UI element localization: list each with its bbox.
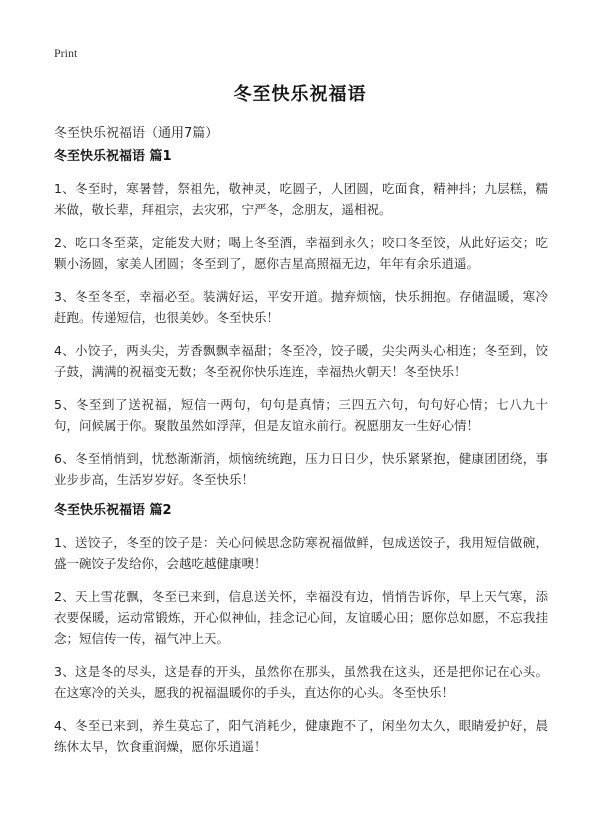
document-subtitle: 冬至快乐祝福语（通用7篇） [54,126,219,141]
document-body [54,148,548,769]
paragraph: 5、冬至到了送祝福，短信一两句，句句是真情；三四五六句，句句好心情；七八九十句，问候属于你。聚散虽然如浮萍，但是友谊永前行。祝愿朋友一生好心情！ [54,397,548,433]
print-link[interactable]: Print [54,46,78,60]
paragraph: 3、这是冬的尽头，这是春的开头，虽然你在那头，虽然我在这头，还是把你记在心头。在这寒冷的关头，愿我的祝福温暖你的手头，直达你的心头。冬至快乐！ [54,664,548,700]
paragraph: 6、冬至悄悄到，忧愁渐渐消，烦恼统统跑，压力日日少，快乐紧紧抱，健康团团绕，事业步步高，生活岁岁好。冬至快乐！ [54,451,548,487]
paragraph: 1、冬至时，寒暑替，祭祖先，敬神灵，吃圆子，人团圆，吃面食，精神抖；九层糕，糯米做，敬长辈，拜祖宗，去灾邪，宁严冬，念朋友，遥相祝。 [54,181,548,217]
paragraph: 1、送饺子，冬至的饺子是：关心问候思念防寒祝福做鲜，包成送饺子，我用短信做碗，盛一碗饺子发给你，会越吃越健康噢！ [54,535,548,571]
section-heading: 冬至快乐祝福语 篇1 [54,149,172,164]
section-1 [54,148,548,490]
section-heading: 冬至快乐祝福语 篇2 [54,503,172,518]
section-2 [54,502,548,757]
paragraph: 4、小饺子，两头尖，芳香飘飘幸福甜；冬至冷，饺子暖，尖尖两头心相连；冬至到，饺子鼓，满满的祝福变无数；冬至祝你快乐连连，幸福热火朝天！冬至快乐！ [54,343,548,379]
document-title: 冬至快乐祝福语 [233,84,367,105]
paragraph: 3、冬至冬至，幸福必至。装满好运，平安开道。抛弃烦恼，快乐拥抱。存储温暖，寒冷赶跑。传递短信，也很美妙。冬至快乐！ [54,289,548,325]
paragraph: 4、冬至已来到，养生莫忘了，阳气消耗少，健康跑不了，闲坐勿太久，眼睛爱护好，晨练休太早，饮食重润燥，愿你乐逍遥！ [54,718,548,754]
paragraph: 2、吃口冬至菜，定能发大财；喝上冬至酒，幸福到永久；咬口冬至饺，从此好运交；吃颗小汤圆，家美人团圆；冬至到了，愿你吉星高照福无边，年年有余乐逍遥。 [54,235,548,271]
paragraph: 2、天上雪花飘，冬至已来到，信息送关怀，幸福没有边，悄悄告诉你，早上天气寒，添衣要保暖，运动常锻炼，开心似神仙，挂念记心间，友谊暖心田；愿你总如愿，不忘我挂念；短信传一传，福气冲上天。 [54,589,548,646]
